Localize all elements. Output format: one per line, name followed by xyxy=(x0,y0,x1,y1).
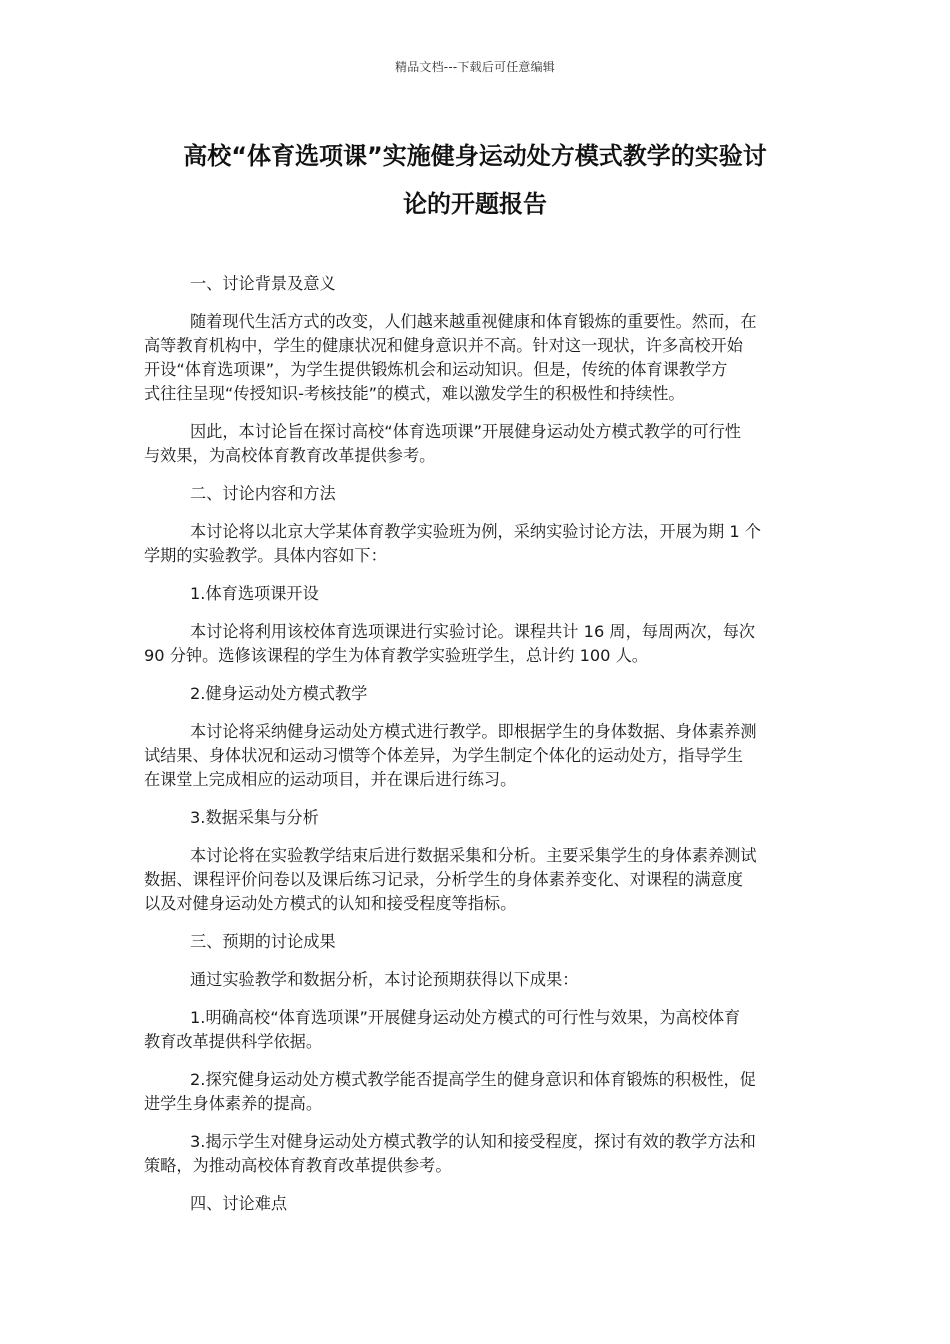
paragraph xyxy=(144,1006,806,1054)
text-line: 与效果，为高校体育教育改革提供参考。 xyxy=(144,446,436,465)
paragraph xyxy=(144,420,806,468)
text-line: 在课堂上完成相应的运动项目，并在课后进行练习。 xyxy=(144,770,517,789)
section-heading xyxy=(144,930,806,954)
text-line: 试结果、身体状况和运动习惯等个体差异，为学生制定个体化的运动处方，指导学生 xyxy=(144,746,743,765)
text-line: 本讨论将利用该校体育选项课进行实验讨论。课程共计 16 周，每周两次，每次 xyxy=(190,622,756,641)
section-heading xyxy=(144,272,806,296)
text-line: 随着现代生活方式的改变，人们越来越重视健康和体育锻炼的重要性。然而，在 xyxy=(190,312,757,331)
text-line: 1.体育选项课开设 xyxy=(190,584,319,603)
text-line: 开设“体育选项课”，为学生提供锻炼机会和运动知识。但是，传统的体育课教学方 xyxy=(144,360,728,379)
text-line: 本讨论将在实验教学结束后进行数据采集和分析。主要采集学生的身体素养测试 xyxy=(190,846,757,865)
text-line: 策略，为推动高校体育教育改革提供参考。 xyxy=(144,1156,452,1175)
section-heading xyxy=(144,968,806,992)
title-line-2: 论的开题报告 xyxy=(403,190,547,218)
text-line: 高等教育机构中，学生的健康状况和健身意识并不高。针对这一现状，许多高校开始 xyxy=(144,336,743,355)
paragraph xyxy=(144,1130,806,1178)
paragraph xyxy=(144,310,806,406)
section-heading xyxy=(144,482,806,506)
header-note: 精品文档---下载后可任意编辑 xyxy=(395,60,555,74)
paragraph xyxy=(144,620,806,668)
section-heading xyxy=(144,582,806,606)
text-line: 本讨论将采纳健身运动处方模式进行教学。即根据学生的身体数据、身体素养测 xyxy=(190,722,757,741)
paragraph xyxy=(144,520,806,568)
text-line: 本讨论将以北京大学某体育教学实验班为例，采纳实验讨论方法，开展为期 1 个 xyxy=(190,522,761,541)
text-line: 3.数据采集与分析 xyxy=(190,808,319,827)
text-line: 教育改革提供科学依据。 xyxy=(144,1032,323,1051)
text-line: 2.探究健身运动处方模式教学能否提高学生的健身意识和体育锻炼的积极性，促 xyxy=(190,1070,756,1089)
text-line: 通过实验教学和数据分析，本讨论预期获得以下成果： xyxy=(190,970,579,989)
text-line: 式往往呈现“传授知识-考核技能”的模式，难以激发学生的积极性和持续性。 xyxy=(144,384,685,403)
paragraph xyxy=(144,844,806,916)
text-line: 四、讨论难点 xyxy=(190,1194,288,1213)
text-line: 三、预期的讨论成果 xyxy=(190,932,336,951)
document-body xyxy=(144,258,806,1216)
text-line: 二、讨论内容和方法 xyxy=(190,484,336,503)
text-line: 2.健身运动处方模式教学 xyxy=(190,684,368,703)
text-line: 数据、课程评价问卷以及课后练习记录，分析学生的身体素养变化、对课程的满意度 xyxy=(144,870,743,889)
section-heading xyxy=(144,1192,806,1216)
text-line: 以及对健身运动处方模式的认知和接受程度等指标。 xyxy=(144,894,517,913)
title-line-1: 高校“体育选项课”实施健身运动处方模式教学的实验讨 xyxy=(183,142,767,170)
text-line: 90 分钟。选修该课程的学生为体育教学实验班学生，总计约 100 人。 xyxy=(144,646,648,665)
paragraph xyxy=(144,1068,806,1116)
text-line: 1.明确高校“体育选项课”开展健身运动处方模式的可行性与效果，为高校体育 xyxy=(190,1008,741,1027)
text-line: 3.揭示学生对健身运动处方模式教学的认知和接受程度，探讨有效的教学方法和 xyxy=(190,1132,756,1151)
text-line: 学期的实验教学。具体内容如下： xyxy=(144,546,387,565)
section-heading xyxy=(144,682,806,706)
paragraph xyxy=(144,720,806,792)
text-line: 因此，本讨论旨在探讨高校“体育选项课”开展健身运动处方模式教学的可行性 xyxy=(190,422,741,441)
text-line: 进学生身体素养的提高。 xyxy=(144,1094,323,1113)
text-line: 一、讨论背景及意义 xyxy=(190,274,336,293)
document-title xyxy=(140,132,810,228)
section-heading xyxy=(144,806,806,830)
